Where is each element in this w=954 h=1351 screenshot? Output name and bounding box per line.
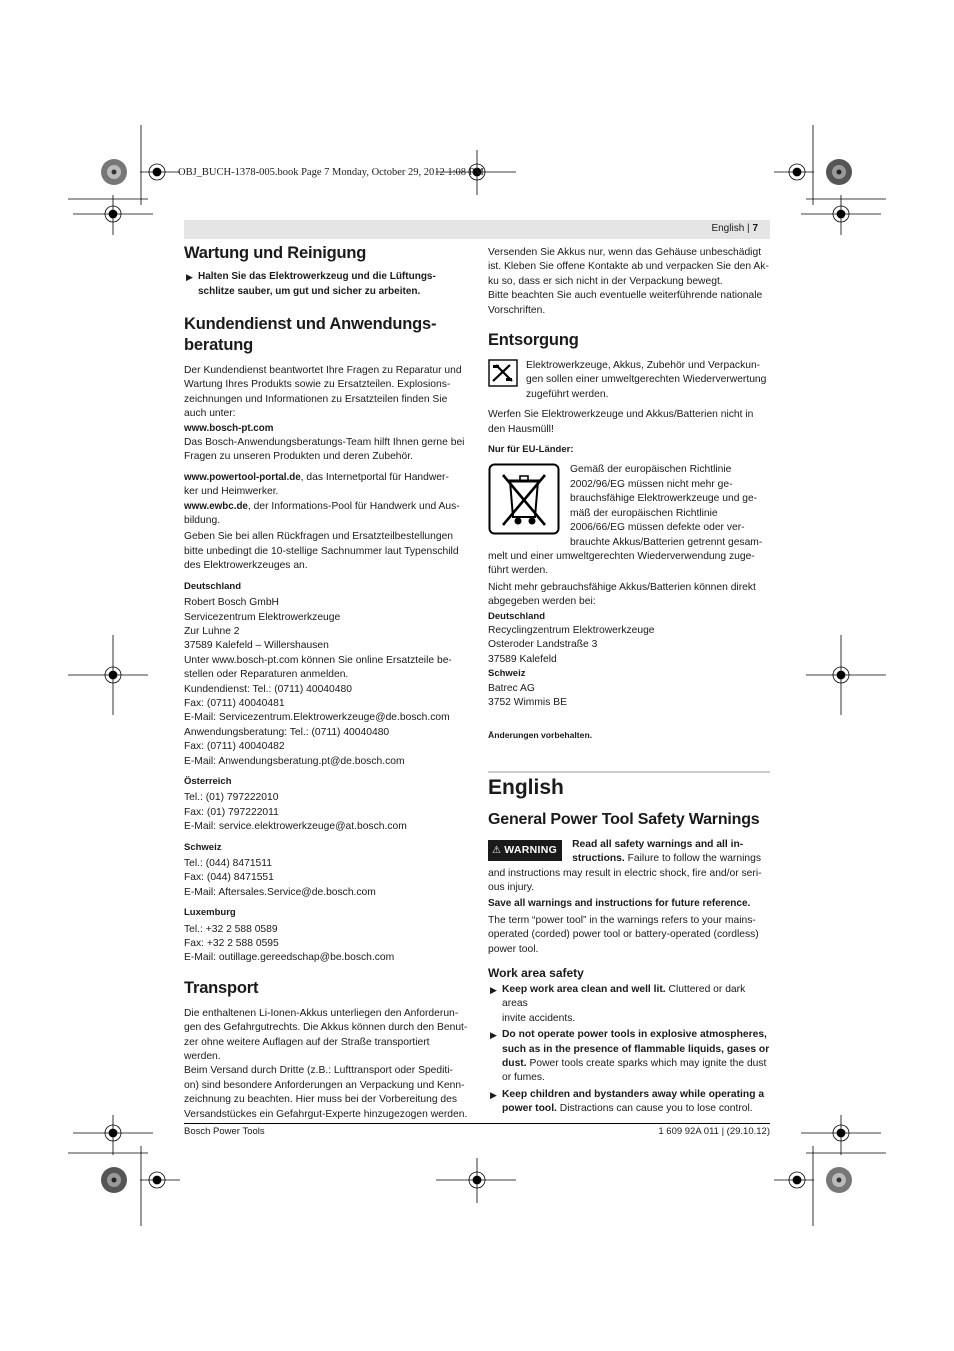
eu-text-cont-line: führt werden. — [488, 565, 549, 577]
left-column — [184, 243, 468, 1122]
eu-text-line: brauchte Akkus/Batterien getrennt gesam- — [570, 536, 763, 548]
footer-doc-number: 1 609 92A 011 | (29.10.12) — [658, 1126, 770, 1137]
heading-recycling-deutschland: Deutschland — [488, 610, 546, 622]
schweiz-line: Tel.: (044) 8471511 — [184, 858, 272, 869]
deutschland-line: 37589 Kalefeld – Willershausen — [184, 640, 329, 652]
heading-english: English — [488, 775, 564, 799]
powertool-portal-text: , das Internetportal für Handwer- — [300, 471, 449, 483]
crossed-out-bin-icon — [488, 463, 560, 535]
heading-kundendienst-1: Kundendienst und Anwendungs- — [184, 315, 437, 333]
warning-triangle-icon: ⚠ — [492, 844, 502, 856]
transport-line: Die enthaltenen Li-Ionen-Akkus unterliegen den Anforderun- — [184, 1007, 459, 1019]
rueckfragen-line: Geben Sie bei allen Rückfragen und Ersatzteilbestellungen — [184, 531, 454, 543]
luxemburg-line: Fax: +32 2 588 0595 — [184, 938, 279, 950]
akkus-line: Nicht mehr gebrauchsfähige Akkus/Batterien können direkt — [488, 581, 756, 593]
safety-bullet-2 — [488, 1028, 770, 1086]
bullet-arrow-icon: ▶ — [490, 1030, 497, 1041]
team-line: Das Bosch-Anwendungsberatungs-Team hilft Ihnen gerne bei — [184, 437, 465, 449]
bullet-3-bold-2: power tool. — [502, 1103, 557, 1115]
heading-recycling-schweiz: Schweiz — [488, 668, 526, 680]
oesterreich-line: E-Mail: service.elektrowerkzeuge@at.bosch.com — [184, 821, 407, 833]
term-line: The term “power tool” in the warnings refers to your mains- — [488, 914, 756, 926]
luxemburg-line: E-Mail: outillage.gereedschap@be.bosch.com — [184, 952, 395, 964]
footer-rule — [184, 1123, 770, 1124]
deutschland-line: E-Mail: Servicezentrum.Elektrowerkzeuge@de.bosch.com — [184, 712, 450, 724]
file-info: OBJ_BUCH-1378-005.book Page 7 Monday, October 29, 2012 1:08 PM — [178, 167, 484, 178]
bullet-1-text-2: invite accidents. — [502, 1012, 576, 1024]
kundendienst-line: Der Kundendienst beantwortet Ihre Fragen zu Reparatur und — [184, 365, 462, 376]
warning-text-2: Failure to follow the warnings — [624, 853, 761, 865]
transport-line: Versandstückes ein Gefahrgut-Experte hinzugezogen werden. — [184, 1108, 468, 1120]
right-column — [488, 246, 770, 1117]
oesterreich-line: Fax: (01) 797222011 — [184, 806, 279, 818]
deutschland-line: Zur Luhne 2 — [184, 625, 240, 637]
kundendienst-line: Wartung Ihres Produkts sowie zu Ersatzteilen. Explosions- — [184, 379, 451, 391]
deutschland-line: Robert Bosch GmbH — [184, 597, 279, 609]
bullet-2-bold-2: such as in the presence of flammable liquids, gases or — [502, 1043, 770, 1055]
ewbc-text-2: bildung. — [184, 515, 221, 527]
bullet-3-bold-1: Keep children and bystanders away while operating a — [502, 1088, 765, 1100]
akkus-line: abgegeben werden bei: — [488, 596, 596, 608]
heading-oesterreich: Österreich — [184, 775, 232, 787]
transport-line: zeichnung zu beachten. Hier muss bei der Vorbereitung des — [184, 1094, 458, 1106]
deutschland-line: Kundendienst: Tel.: (0711) 40040480 — [184, 683, 352, 695]
wartung-bullet — [184, 270, 468, 299]
bullet-1-bold: Keep work area clean and well lit. — [502, 984, 666, 996]
page-header-bar — [184, 220, 770, 239]
deutschland-line: Fax: (0711) 40040481 — [184, 697, 285, 709]
transport-line: Beim Versand durch Dritte (z.B.: Lufttransport oder Spediti- — [184, 1065, 453, 1077]
safety-bullet-3 — [488, 1088, 770, 1117]
warning-bold-line-2: structions. — [572, 853, 625, 865]
wartung-bullet-line-2: schlitze sauber, um gut und sicher zu arbeiten. — [198, 285, 421, 297]
link-ewbc[interactable]: www.ewbc.de — [184, 500, 248, 512]
bullet-2-bold-3: dust. — [502, 1058, 527, 1070]
header-separator: | — [747, 223, 750, 234]
transport-line: gen des Gefahrgutrechts. Die Akkus können durch den Benut- — [184, 1022, 468, 1034]
entsorgung-intro-line: zugeführt werden. — [526, 388, 609, 400]
transport-line: on) sind besondere Anforderungen an Verpackung und Kenn- — [184, 1079, 465, 1091]
eu-text-line: mäß der europäischen Richtlinie — [570, 507, 718, 519]
schweiz-line: E-Mail: Aftersales.Service@de.bosch.com — [184, 886, 376, 898]
rueckfragen-line: des Elektrowerkzeuges an. — [184, 560, 308, 572]
warning-text-4: ous injury. — [488, 882, 535, 893]
bullet-1-text: Cluttered or dark areas — [502, 984, 746, 1010]
warning-text-3: and instructions may result in electric shock, fire and/or seri- — [488, 867, 762, 879]
eu-text-line: Gemäß der europäischen Richtlinie — [570, 464, 732, 476]
recycling-de-line: Osteroder Landstraße 3 — [488, 639, 598, 651]
rueckfragen-line: bitte unbedingt die 10-stellige Sachnummer laut Typenschild — [184, 545, 459, 557]
changes-note: Änderungen vorbehalten. — [488, 730, 593, 741]
recycling-ch-line: Batrec AG — [488, 682, 535, 694]
heading-luxemburg: Luxemburg — [184, 907, 236, 919]
recycling-tools-icon — [488, 359, 518, 387]
entsorgung-intro-line: gen sollen einer umweltgerechten Wiederverwertung — [526, 374, 767, 386]
term-line: power tool. — [488, 943, 539, 955]
schweiz-line: Fax: (044) 8471551 — [184, 872, 274, 884]
link-bosch-pt[interactable]: www.bosch-pt.com — [184, 422, 274, 434]
eu-section — [488, 463, 770, 549]
safety-bullet-1 — [488, 983, 770, 1026]
versand-line: Vorschriften. — [488, 304, 546, 316]
entsorgung-intro — [488, 359, 770, 402]
term-line: operated (corded) power tool or battery-operated (cordless) — [488, 929, 759, 941]
kundendienst-line: auch unter: — [184, 408, 236, 420]
eu-text-line: 2002/96/EG müssen nicht mehr ge- — [570, 478, 733, 490]
heading-wartung: Wartung und Reinigung — [184, 244, 367, 262]
warning-badge — [488, 840, 562, 861]
transport-line: zer ohne weitere Auflagen auf der Straße transportiert werden. — [184, 1036, 430, 1063]
ewbc-text: , der Informations-Pool für Handwerk und Aus- — [247, 500, 460, 512]
header-language: English — [711, 223, 745, 234]
recycling-de-line: Recyclingzentrum Elektrowerkzeuge — [488, 624, 655, 636]
deutschland-line: stellen oder Reparaturen anmelden. — [184, 669, 349, 681]
footer-brand: Bosch Power Tools — [184, 1126, 265, 1137]
heading-entsorgung: Entsorgung — [488, 331, 579, 350]
english-divider — [488, 771, 770, 773]
page-header — [711, 223, 758, 234]
eu-text-cont-line: melt und einer umweltgerechten Wiederverwendung zuge- — [488, 550, 755, 562]
team-line: Fragen zu unseren Produkten und deren Zubehör. — [184, 451, 413, 463]
luxemburg-line: Tel.: +32 2 588 0589 — [184, 923, 278, 935]
bullet-arrow-icon: ▶ — [490, 985, 497, 996]
heading-eu-laender: Nur für EU-Länder: — [488, 444, 574, 456]
bullet-2-bold-1: Do not operate power tools in explosive atmospheres, — [502, 1029, 767, 1041]
warning-bold-line: Read all safety warnings and all in- — [572, 838, 744, 850]
eu-text-line: 2006/66/EG müssen defekte oder ver- — [570, 522, 745, 534]
kundendienst-line: zeichnungen und Informationen zu Ersatzteilen finden Sie — [184, 393, 448, 405]
bullet-arrow-icon: ▶ — [186, 272, 193, 282]
versand-line: ku so, dass er sich nicht in der Verpackung bewegt. — [488, 275, 723, 287]
deutschland-line: Unter www.bosch-pt.com können Sie online Ersatzteile be- — [184, 654, 452, 666]
bullet-2-text-4: or fumes. — [502, 1072, 545, 1084]
werfen-line: Werfen Sie Elektrowerkzeuge und Akkus/Batterien nicht in — [488, 409, 754, 421]
heading-safety-warnings: General Power Tool Safety Warnings — [488, 810, 760, 828]
recycling-ch-line: 3752 Wimmis BE — [488, 696, 567, 708]
deutschland-line: E-Mail: Anwendungsberatung.pt@de.bosch.com — [184, 755, 405, 767]
wartung-bullet-line-1: Halten Sie das Elektrowerkzeug und die Lüftungs- — [198, 271, 436, 282]
heading-deutschland: Deutschland — [184, 580, 242, 592]
bullet-3-text-2: Distractions can cause you to lose control. — [556, 1103, 753, 1115]
warning-label: WARNING — [504, 843, 558, 856]
bullet-2-text-3: Power tools create sparks which may ignite the dust — [526, 1058, 767, 1070]
save-instructions: Save all warnings and instructions for future reference. — [488, 898, 751, 910]
powertool-portal-text-2: ker und Heimwerker. — [184, 486, 279, 498]
deutschland-line: Fax: (0711) 40040482 — [184, 741, 285, 753]
heading-transport: Transport — [184, 978, 259, 997]
link-powertool-portal[interactable]: www.powertool-portal.de — [184, 471, 301, 483]
werfen-line: den Hausmüll! — [488, 423, 554, 435]
eu-text-line: brauchsfähige Elektrowerkzeuge und ge- — [570, 493, 758, 505]
versand-line: ist. Kleben Sie offene Kontakte ab und verpacken Sie den Ak- — [488, 261, 769, 273]
warning-block — [488, 838, 770, 896]
bullet-arrow-icon: ▶ — [490, 1089, 497, 1100]
oesterreich-line: Tel.: (01) 797222010 — [184, 792, 279, 804]
versand-line: Versenden Sie Akkus nur, wenn das Gehäuse unbeschädigt — [488, 247, 762, 258]
recycling-de-line: 37589 Kalefeld — [488, 653, 557, 665]
page-number: 7 — [752, 223, 758, 234]
heading-work-area-safety: Work area safety — [488, 966, 584, 981]
entsorgung-intro-line: Elektrowerkzeuge, Akkus, Zubehör und Verpackun- — [526, 360, 761, 372]
versand-line: Bitte beachten Sie auch eventuelle weiterführende nationale — [488, 290, 763, 302]
heading-schweiz: Schweiz — [184, 841, 222, 853]
heading-kundendienst-2: beratung — [184, 336, 253, 354]
deutschland-line: Servicezentrum Elektrowerkzeuge — [184, 611, 341, 623]
deutschland-line: Anwendungsberatung: Tel.: (0711) 40040480 — [184, 726, 390, 738]
